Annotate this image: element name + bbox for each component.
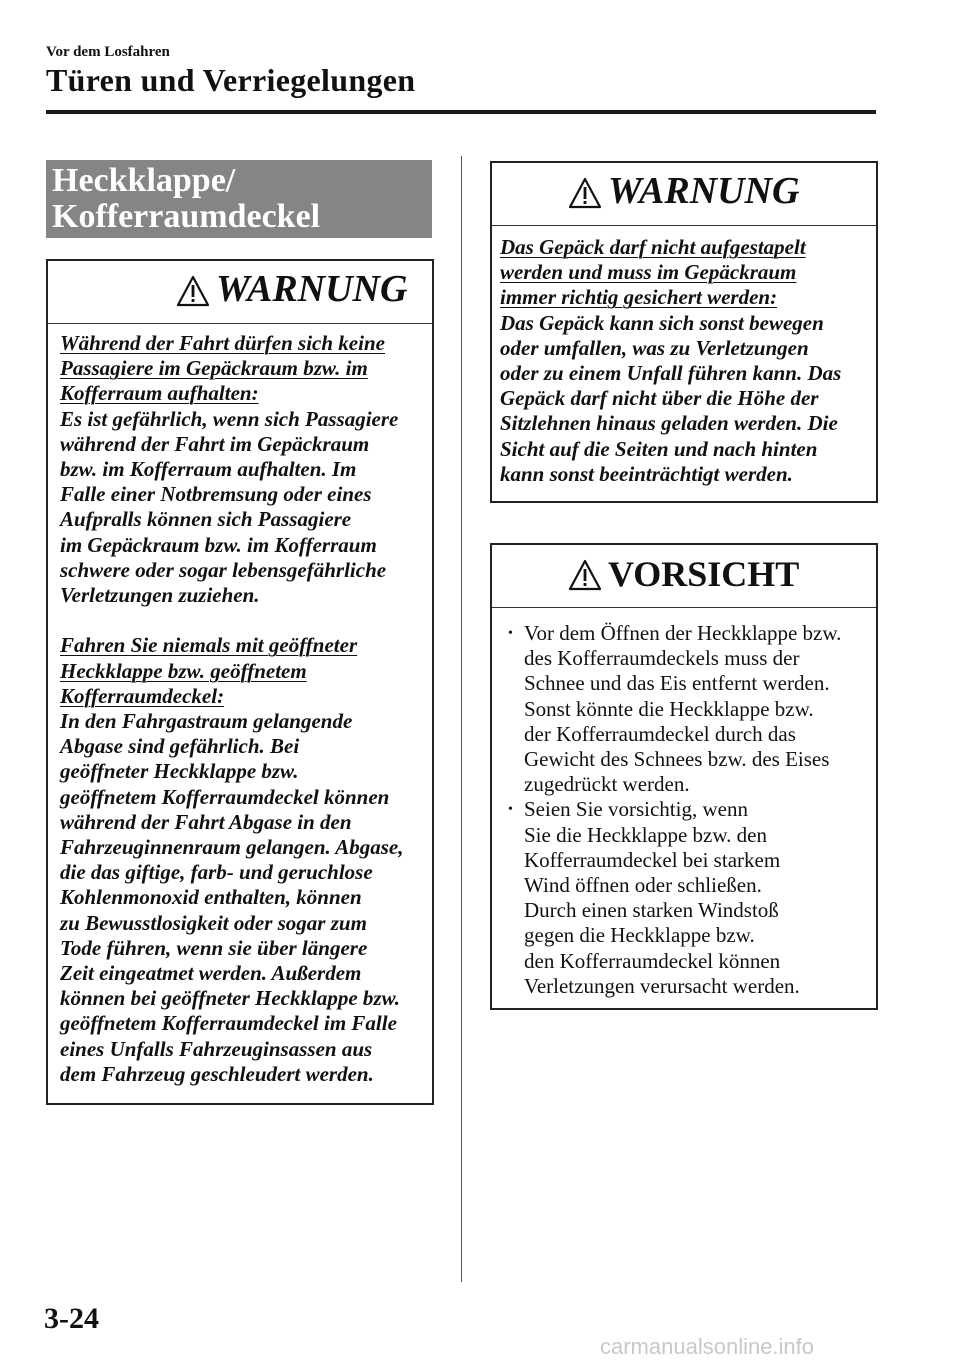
breadcrumb: Vor dem Losfahren — [46, 44, 170, 60]
warning-heading-line: werden und muss im Gepäckraum — [500, 260, 797, 285]
caution-bullet-1-line: Sonst könnte die Heckklappe bzw. — [524, 696, 814, 721]
page-number: 3-24 — [44, 1302, 99, 1335]
caution-bullet-1-line: Vor dem Öffnen der Heckklappe bzw. — [524, 621, 842, 645]
warning-body-line: dem Fahrzeug geschleudert werden. — [60, 1061, 374, 1086]
warning-box-right — [490, 161, 878, 503]
warning-body-line: geöffneter Heckklappe bzw. — [60, 759, 299, 784]
warning-body-line: Gepäck darf nicht über die Höhe der — [500, 386, 819, 411]
column-divider — [461, 156, 462, 1282]
warning-triangle-icon — [568, 559, 602, 591]
warning-body-line: Abgase sind gefährlich. Bei — [60, 734, 300, 759]
warning-body-line: Das Gepäck kann sich sonst bewegen — [500, 310, 824, 335]
warning-body-line: Aufpralls können sich Passagiere — [60, 507, 352, 532]
warning-body-line: schwere oder sogar lebensgefährliche — [60, 557, 387, 582]
caution-label: VORSICHT — [608, 554, 800, 594]
caution-bullet-2-line: gegen die Heckklappe bzw. — [524, 923, 755, 948]
warning-body-line: Es ist gefährlich, wenn sich Passagiere — [60, 406, 399, 431]
caution-bullet-1-line: der Kofferraumdeckel durch das — [524, 721, 796, 746]
warning-label-right: WARNUNG — [608, 170, 800, 212]
caution-bullet-2-line: Seien Sie vorsichtig, wenn — [524, 797, 748, 822]
bullet-marker: • — [508, 626, 513, 641]
warning-body-line: die das giftige, farb- und geruchlose — [60, 860, 373, 885]
warning-body-line: kann sonst beeinträchtigt werden. — [500, 461, 793, 486]
warning-body-line: bzw. im Kofferraum aufhalten. Im — [60, 457, 357, 481]
warning-heading-line: Heckklappe bzw. geöffnetem — [60, 658, 307, 683]
warning-heading-line: Das Gepäck darf nicht aufgestapelt — [500, 235, 806, 259]
caution-bullet-2-line: Durch einen starken Windstoß — [524, 898, 779, 923]
warning-body-line: Zeit eingeatmet werden. Außerdem — [60, 961, 362, 985]
warning-box-left-header — [48, 261, 432, 324]
warning-body-line: Falle einer Notbremsung oder eines — [60, 482, 372, 507]
section-title-line-2: Kofferraumdeckel — [52, 198, 321, 235]
header-rule — [46, 110, 876, 114]
warning-body-line: oder umfallen, was zu Verletzungen — [500, 335, 809, 360]
watermark: carmanualsonline.info — [600, 1334, 815, 1359]
warning-triangle-icon — [176, 275, 210, 307]
warning-box-left — [46, 259, 434, 1105]
caution-bullet-1-line: des Kofferraumdeckels muss der — [524, 646, 800, 671]
warning-body-line: Tode führen, wenn sie über längere — [60, 935, 368, 960]
warning-heading-line: Kofferraum aufhalten: — [60, 381, 259, 406]
warning-body-line: Sicht auf die Seiten und nach hinten — [500, 436, 818, 461]
section-title-line-1: Heckklappe/ — [52, 162, 236, 199]
warning-body-line: In den Fahrgastraum gelangende — [60, 709, 353, 733]
caution-box-header — [492, 545, 876, 608]
warning-heading-line: Fahren Sie niemals mit geöffneter — [60, 633, 358, 658]
caution-bullet-1-line: Gewicht des Schnees bzw. des Eises — [524, 747, 830, 771]
warning-heading-line: Passagiere im Gepäckraum bzw. im — [60, 356, 368, 381]
warning-body-line: Verletzungen zuziehen. — [60, 583, 260, 607]
caution-bullet-2-line: Sie die Heckklappe bzw. den — [524, 822, 767, 847]
warning-body-line: während der Fahrt Abgase in den — [60, 809, 352, 834]
caution-bullet-2-line: Verletzungen verursacht werden. — [524, 973, 800, 998]
warning-body-line: oder zu einem Unfall führen kann. Das — [500, 361, 842, 385]
warning-heading-line: immer richtig gesichert werden: — [500, 285, 778, 310]
warning-body-line: Kohlenmonoxid enthalten, können — [60, 885, 362, 910]
warning-body-line: können bei geöffneter Heckklappe bzw. — [60, 986, 401, 1011]
caution-bullet-2-line: Kofferraumdeckel bei starkem — [524, 847, 781, 872]
caution-bullet-2-line: den Kofferraumdeckel können — [524, 948, 781, 973]
caution-bullet-2-line: Wind öffnen oder schließen. — [524, 873, 762, 897]
caution-bullet-1-line: Schnee und das Eis entfernt werden. — [524, 671, 830, 696]
warning-body-line: Sitzlehnen hinaus geladen werden. Die — [500, 411, 838, 436]
warning-body-line: geöffnetem Kofferraumdeckel können — [60, 784, 390, 809]
bullet-marker: • — [508, 802, 513, 818]
chapter-title: Türen und Verriegelungen — [46, 62, 416, 98]
caution-box — [490, 543, 878, 1010]
caution-bullet-1-line: zugedrückt werden. — [524, 772, 690, 797]
warning-label-left: WARNUNG — [216, 268, 408, 310]
warning-heading-line: Während der Fahrt dürfen sich keine — [60, 331, 385, 355]
warning-triangle-icon — [568, 177, 602, 209]
warning-body-line: geöffnetem Kofferraumdeckel im Falle — [60, 1011, 397, 1036]
warning-box-right-header — [492, 163, 876, 226]
warning-heading-line: Kofferraumdeckel: — [60, 683, 225, 708]
warning-body-line: während der Fahrt im Gepäckraum — [60, 431, 370, 456]
section-title-banner — [46, 160, 432, 238]
warning-body-line: im Gepäckraum bzw. im Kofferraum — [60, 532, 377, 557]
warning-body-line: zu Bewusstlosigkeit oder sogar zum — [60, 910, 367, 935]
warning-body-line: eines Unfalls Fahrzeuginsassen aus — [60, 1036, 373, 1061]
warning-body-line: Fahrzeuginnenraum gelangen. Abgase, — [60, 835, 404, 859]
